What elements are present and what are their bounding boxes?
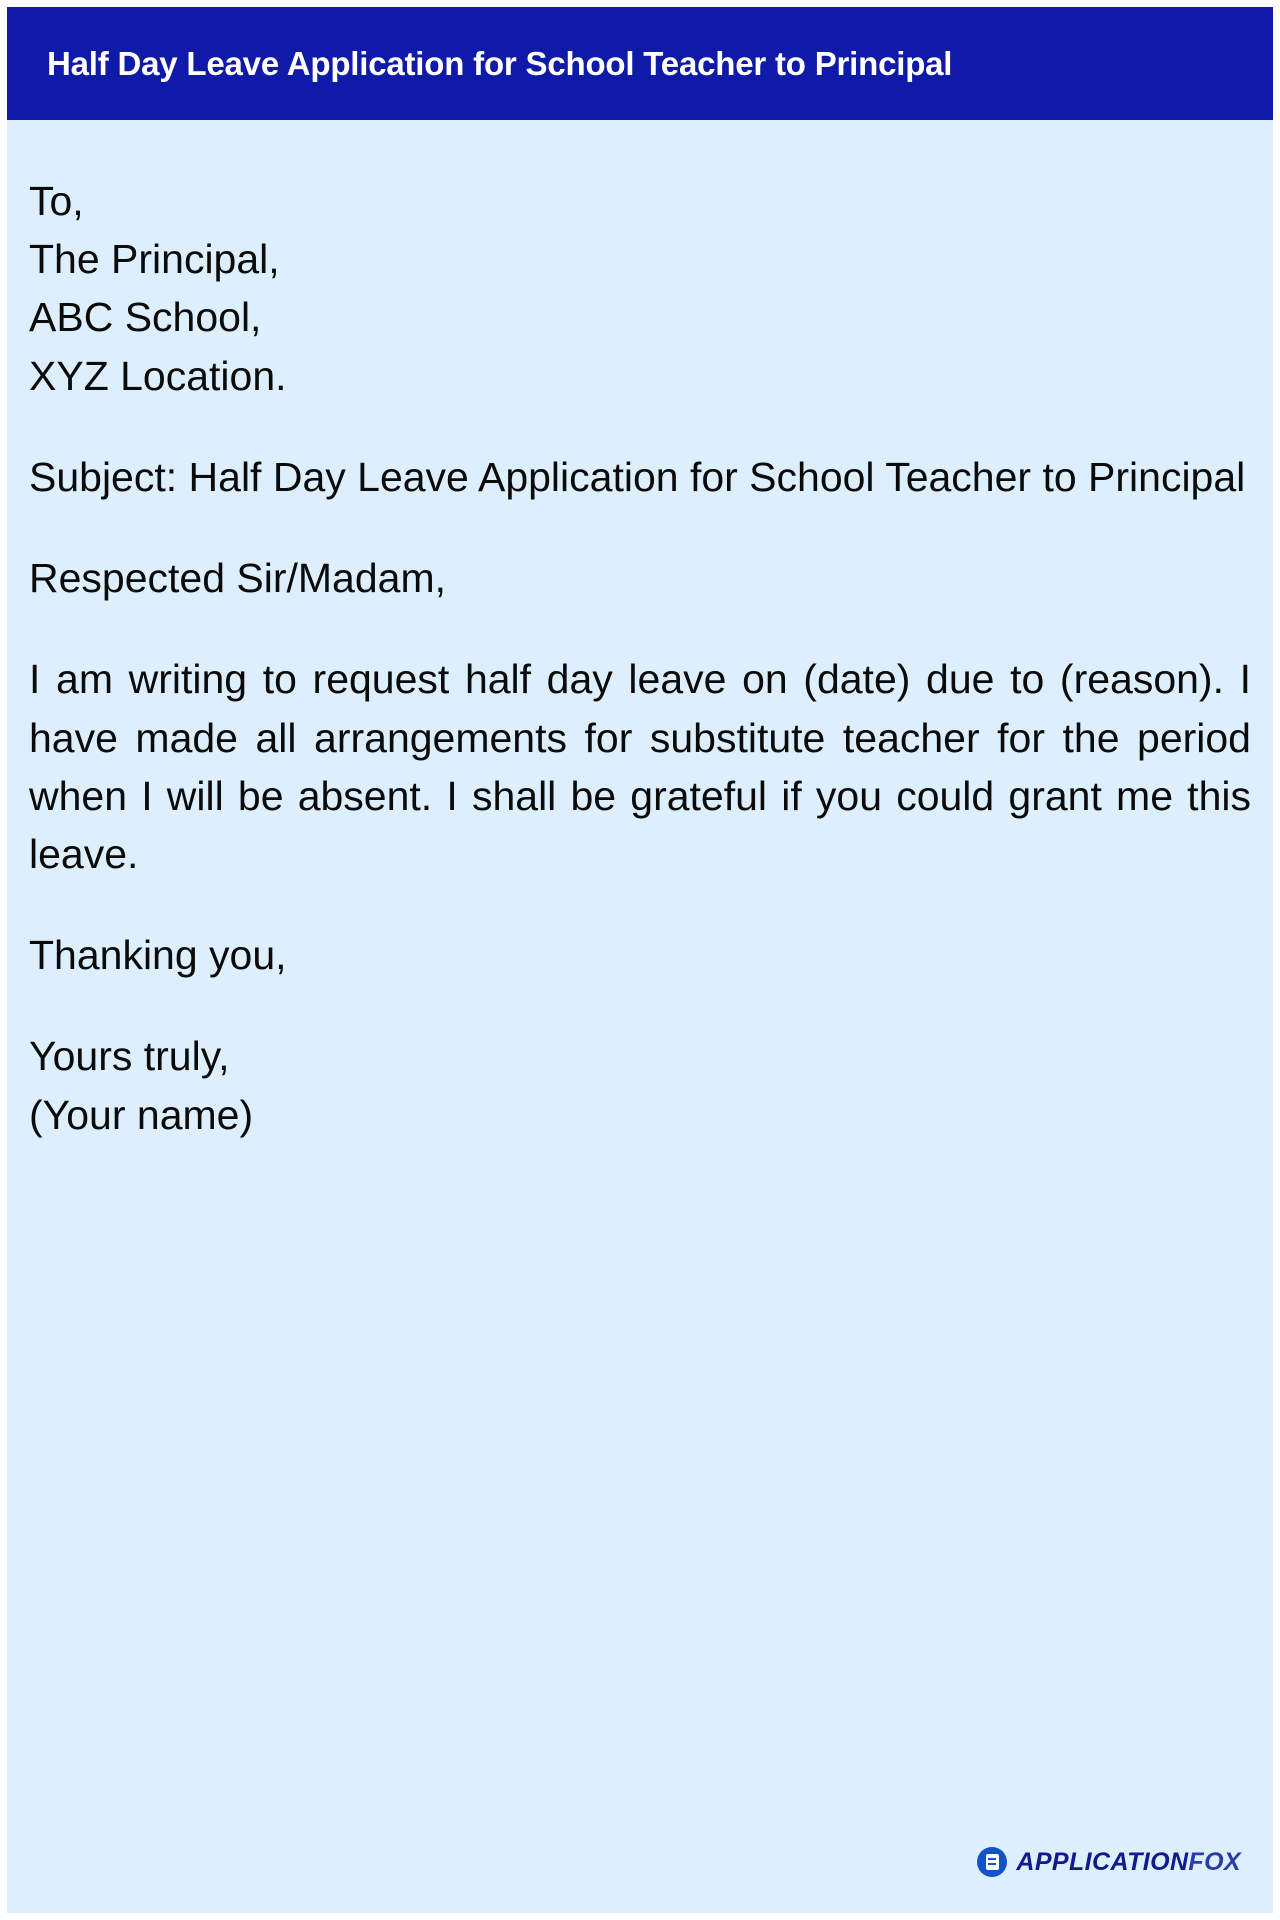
letter-thanks: Thanking you, xyxy=(29,932,287,979)
brand-name-primary: APPLICATION xyxy=(1016,1847,1189,1876)
document-header xyxy=(7,0,1273,120)
page-title: Half Day Leave Application for School Teacher to Principal xyxy=(47,44,953,82)
letter-body xyxy=(7,120,1273,1913)
brand-name-secondary: FOX xyxy=(1188,1847,1241,1876)
letter-closing xyxy=(29,1027,1251,1143)
closing-line-1: Yours truly, xyxy=(29,1033,230,1080)
letter-paragraph: I am writing to request half day leave on (date) due to (reason). I have made all arrangements for substitute teacher for the period when I will be absent. I shall be grateful if you could grant me this leave. xyxy=(29,656,1251,877)
brand-watermark xyxy=(977,1847,1241,1877)
document-icon xyxy=(977,1847,1007,1877)
letter-salutation: Respected Sir/Madam, xyxy=(29,555,447,602)
letter-subject: Subject: Half Day Leave Application for School Teacher to Principal xyxy=(29,453,1246,500)
recipient-address xyxy=(29,172,1251,405)
address-line-1: To, xyxy=(29,178,84,224)
address-line-2: The Principal, xyxy=(29,236,280,283)
address-line-4: XYZ Location. xyxy=(29,352,287,399)
letter-content xyxy=(29,172,1251,1144)
closing-line-2: (Your name) xyxy=(29,1091,254,1138)
address-line-3: ABC School, xyxy=(29,294,262,341)
brand-name xyxy=(1016,1848,1241,1877)
